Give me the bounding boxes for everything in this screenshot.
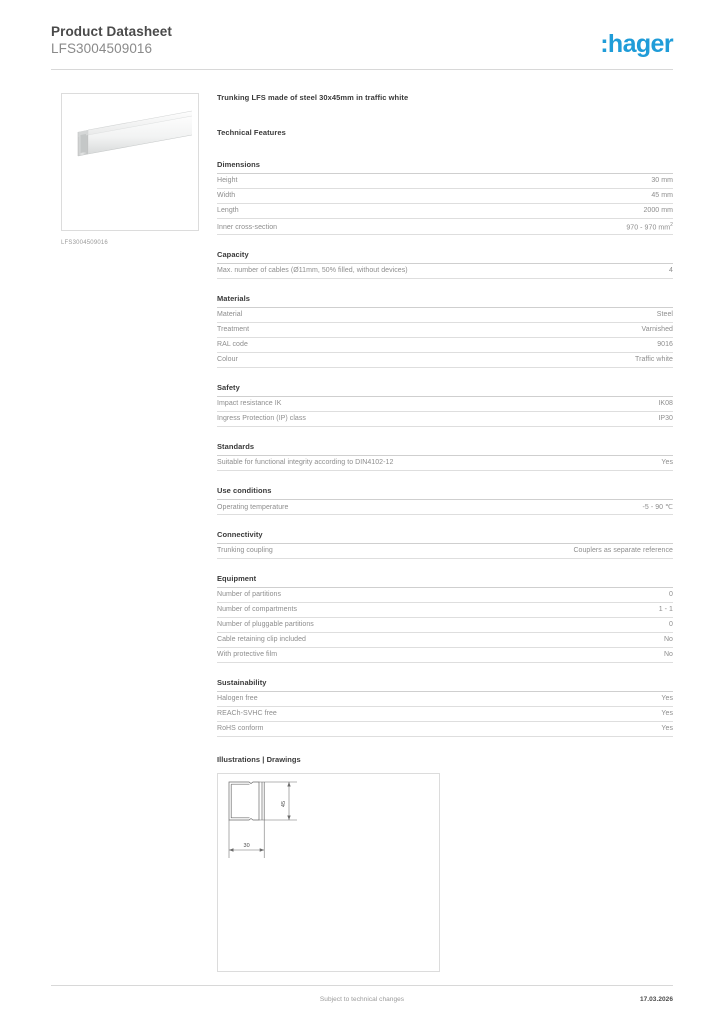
spec-value: -5 - 90 ℃: [642, 504, 673, 512]
spec-label: Material: [217, 311, 243, 319]
spec-row: [217, 692, 673, 707]
spec-value: 2000 mm: [643, 207, 673, 214]
spec-row: [217, 588, 673, 603]
spec-value: IK08: [658, 400, 673, 408]
spec-label: Treatment: [217, 326, 250, 334]
cross-section-drawing: [218, 774, 439, 971]
spec-row: [217, 544, 673, 559]
spec-section-title: Equipment: [217, 574, 673, 588]
illustrations-section: [217, 755, 673, 972]
product-description: Trunking LFS made of steel 30x45mm in traffic white: [217, 93, 409, 102]
spec-row: [217, 353, 673, 368]
product-figure: [61, 93, 199, 246]
spec-value-superscript: 2: [670, 222, 673, 228]
drawing-width-label: 30: [243, 843, 250, 850]
spec-section: [217, 250, 673, 279]
spec-section-title: Standards: [217, 442, 673, 456]
illustrations-heading: Illustrations | Drawings: [217, 755, 301, 765]
page-header: [51, 24, 673, 64]
spec-label: Ingress Protection (IP) class: [217, 415, 306, 423]
spec-label: Number of partitions: [217, 591, 282, 599]
drawing-height-label: 45: [281, 801, 287, 808]
spec-value: Traffic white: [635, 356, 673, 364]
spec-section: [217, 383, 673, 427]
spec-label: Colour: [217, 356, 238, 364]
spec-value: 9016: [657, 341, 673, 349]
spec-label: Number of compartments: [217, 606, 298, 614]
hager-logo: :hager: [600, 30, 673, 58]
spec-value: 0: [669, 621, 673, 629]
spec-row: [217, 308, 673, 323]
spec-section-title: Dimensions: [217, 160, 673, 174]
datasheet-content: [217, 93, 673, 972]
spec-label: Max. number of cables (Ø11mm, 50% filled, without devices): [217, 267, 408, 275]
spec-section: [217, 678, 673, 737]
spec-section-title: Capacity: [217, 250, 673, 264]
spec-value: 45 mm: [651, 192, 673, 199]
spec-value: No: [663, 636, 673, 644]
spec-value-text: 970 - 970 mm: [626, 224, 671, 232]
spec-value: Yes: [661, 459, 673, 467]
spec-label: Width: [217, 192, 236, 199]
spec-value: 0: [669, 591, 673, 599]
spec-value: IP30: [658, 415, 673, 423]
product-reference-subtitle: LFS3004509016: [51, 41, 153, 56]
spec-row: [217, 264, 673, 279]
header-divider: [51, 69, 673, 70]
product-image-caption: LFS3004509016: [61, 240, 108, 246]
spec-label: Height: [217, 177, 238, 184]
spec-value: Steel: [656, 311, 673, 319]
spec-row: [217, 338, 673, 353]
spec-row: [217, 204, 673, 219]
spec-section: [217, 442, 673, 471]
product-image: [61, 93, 199, 231]
spec-label: Cable retaining clip included: [217, 636, 307, 644]
spec-section-title: Sustainability: [217, 678, 673, 692]
technical-drawing-box: [217, 773, 440, 972]
spec-section: [217, 486, 673, 515]
footer-divider: [51, 985, 673, 986]
spec-section: [217, 530, 673, 559]
spec-value: Yes: [661, 725, 673, 733]
spec-label: Halogen free: [217, 695, 258, 703]
spec-value: No: [663, 651, 673, 659]
footer-date: 17.03.2026: [639, 996, 673, 1003]
spec-label: RoHS conform: [217, 725, 264, 733]
spec-label: Impact resistance IK: [217, 400, 282, 408]
spec-label: Length: [217, 207, 239, 214]
spec-section: [217, 294, 673, 368]
spec-section-title: Use conditions: [217, 486, 673, 500]
spec-row: [217, 323, 673, 338]
spec-label: RAL code: [217, 341, 248, 349]
spec-label: Inner cross-section: [217, 224, 278, 232]
spec-row: [217, 174, 673, 189]
spec-row: [217, 412, 673, 427]
spec-label: REACh-SVHC free: [217, 710, 277, 718]
spec-label: Suitable for functional integrity according to DIN4102-12: [217, 459, 394, 467]
spec-value: Couplers as separate reference: [573, 547, 673, 555]
technical-features-heading: Technical Features: [217, 128, 286, 137]
page-title: Product Datasheet: [51, 24, 172, 39]
spec-row: [217, 648, 673, 663]
spec-row: [217, 603, 673, 618]
spec-row: [217, 633, 673, 648]
spec-label: With protective film: [217, 651, 278, 659]
spec-row: [217, 456, 673, 471]
spec-row: [217, 397, 673, 412]
spec-label: Trunking coupling: [217, 547, 273, 555]
spec-value: Varnished: [641, 326, 673, 334]
spec-row: [217, 707, 673, 722]
spec-row: [217, 500, 673, 515]
trunking-product-illustration: [62, 94, 198, 230]
spec-section-title: Safety: [217, 383, 673, 397]
spec-row: [217, 618, 673, 633]
spec-value: 4: [669, 267, 673, 275]
spec-value: 30 mm: [651, 177, 673, 184]
footer-note: Subject to technical changes: [319, 996, 405, 1003]
spec-section-title: Materials: [217, 294, 673, 308]
spec-section: [217, 574, 673, 663]
spec-row: [217, 722, 673, 737]
spec-label: Operating temperature: [217, 504, 289, 512]
spec-section: [217, 160, 673, 235]
spec-label: Number of pluggable partitions: [217, 621, 314, 629]
spec-row: [217, 189, 673, 204]
spec-value: 1 - 1: [658, 606, 673, 614]
spec-sections-container: [217, 160, 673, 737]
page-footer: [51, 996, 673, 1010]
spec-row: [217, 219, 673, 235]
spec-value: Yes: [661, 695, 673, 703]
spec-value: Yes: [661, 710, 673, 718]
spec-section-title: Connectivity: [217, 530, 673, 544]
spec-value: [626, 222, 673, 231]
